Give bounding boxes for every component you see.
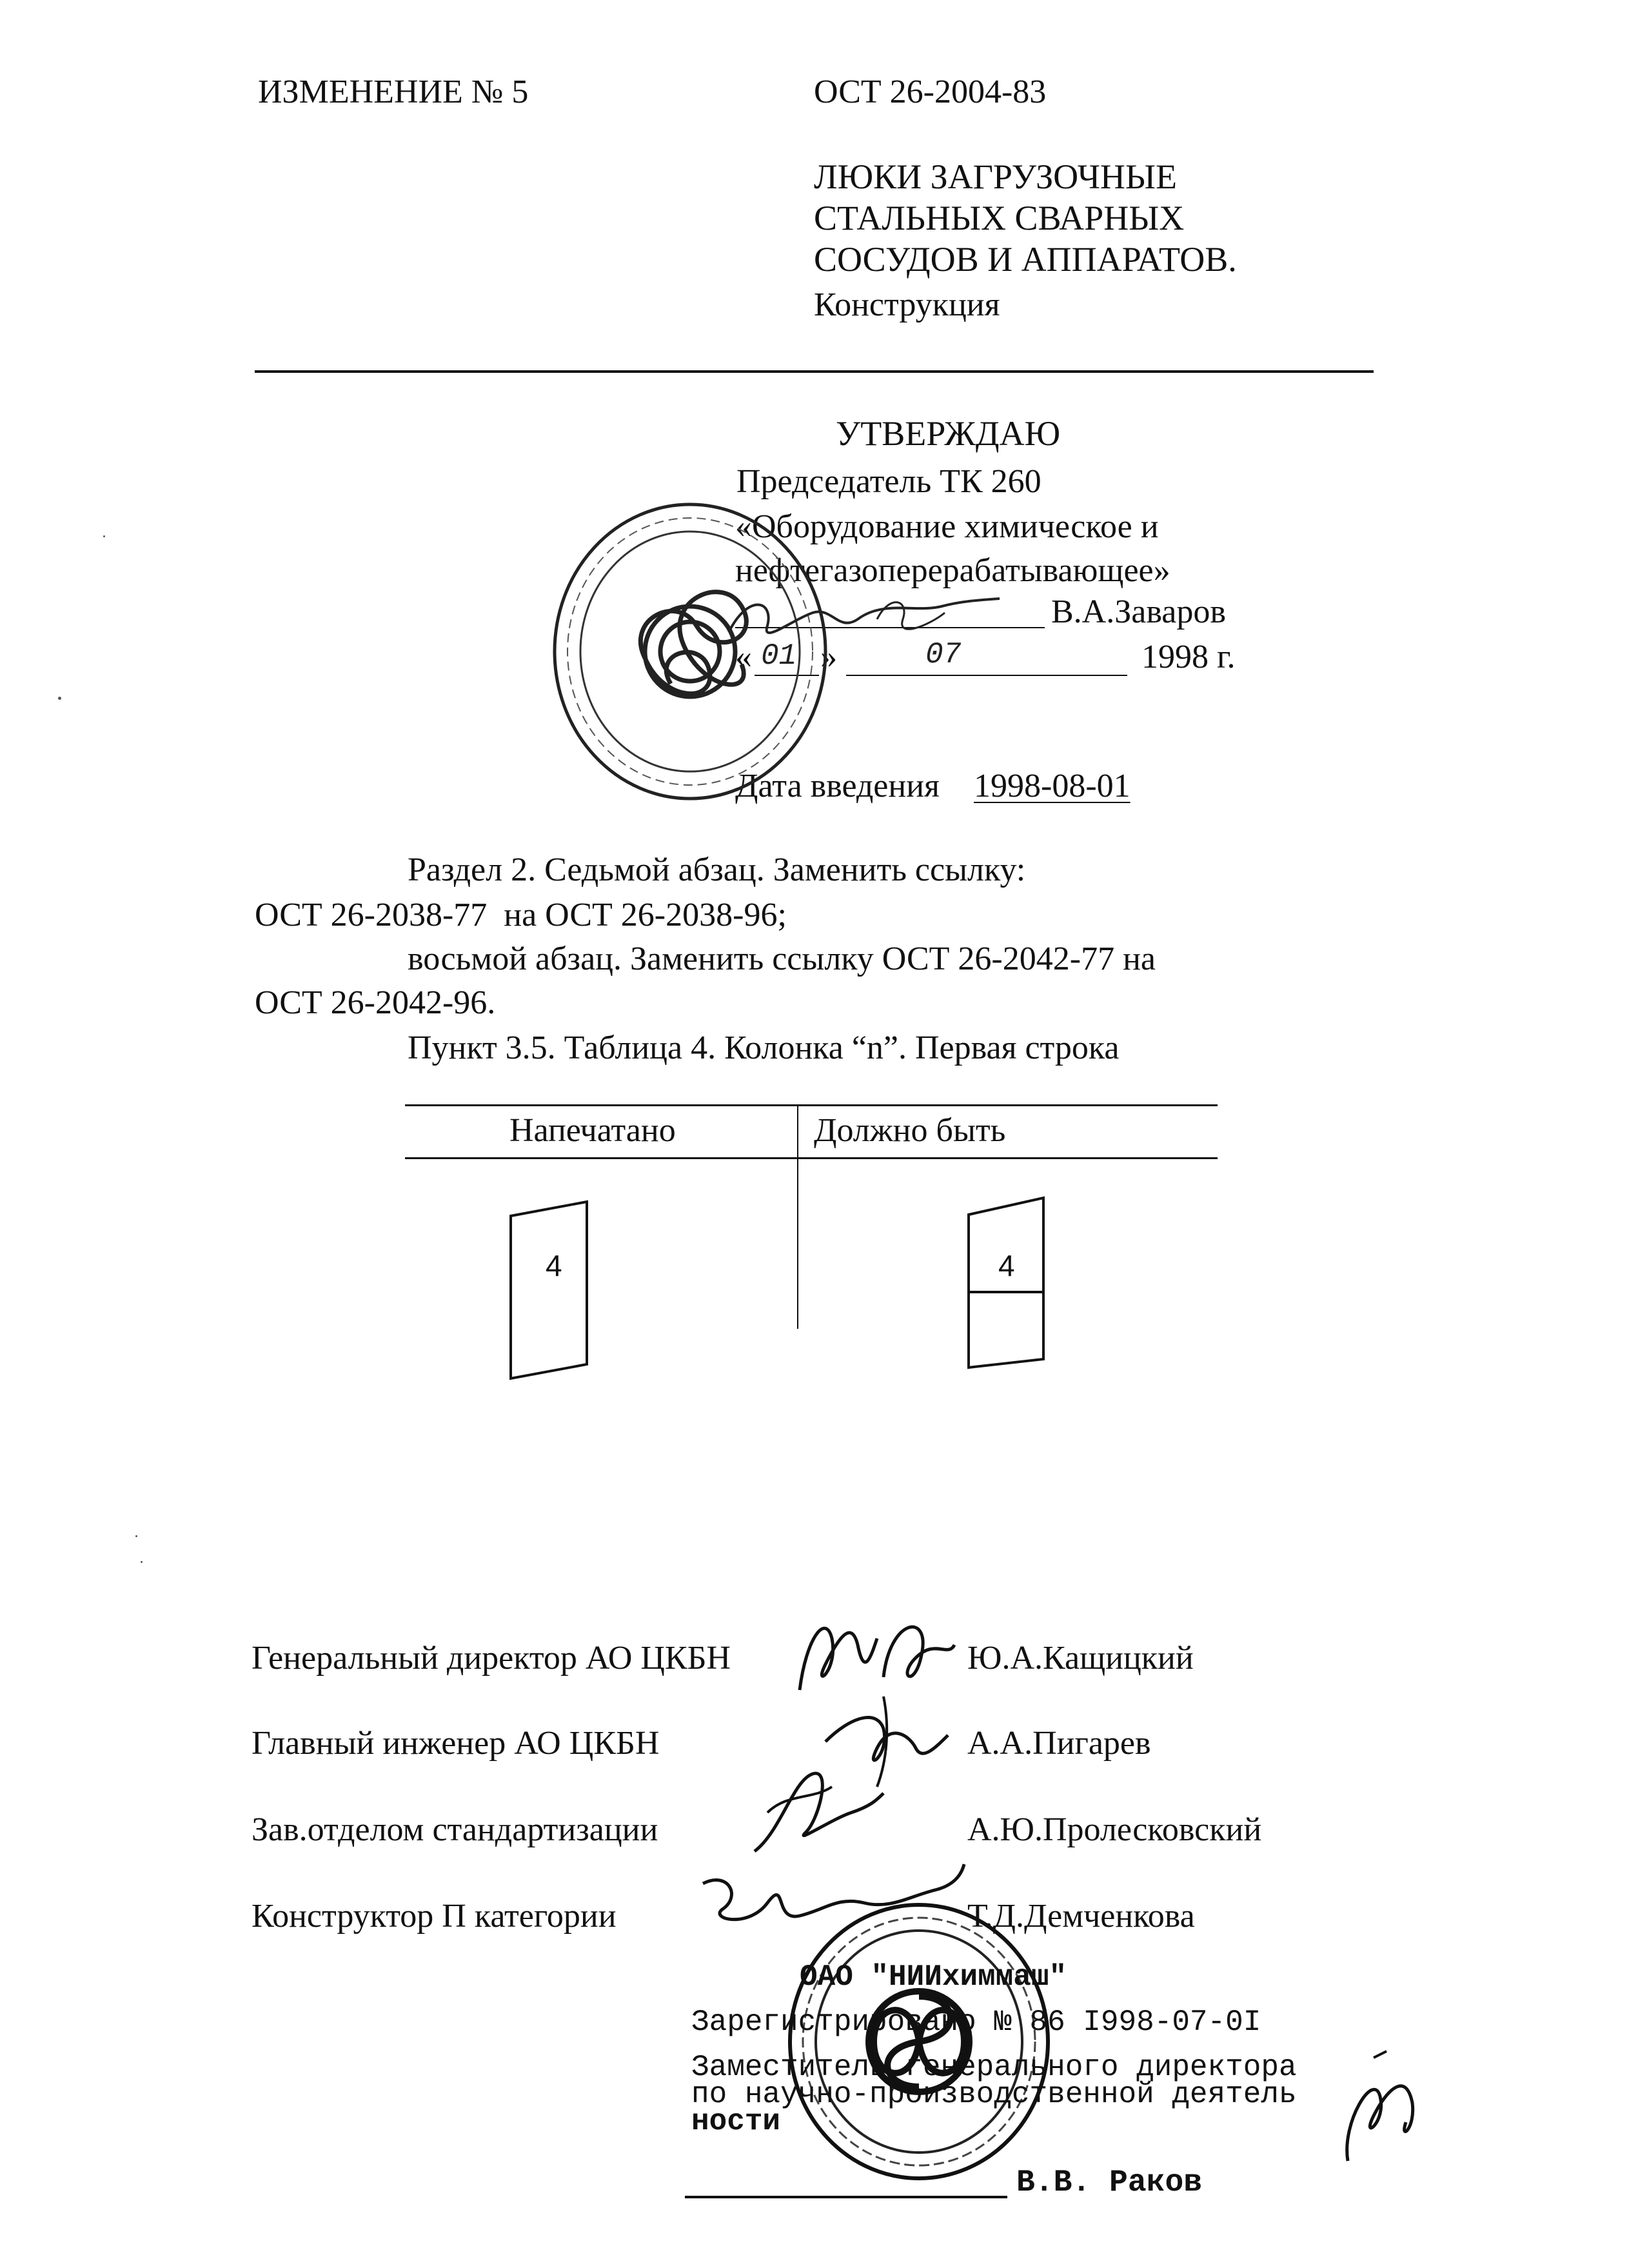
document-title-line-1: ЛЮКИ ЗАГРУЗОЧНЫЕ — [814, 157, 1177, 196]
deputy-line-1: Заместитель генерального директора — [691, 2051, 1297, 2084]
change-paragraph-5: Пункт 3.5. Таблица 4. Колонка “n”. Первая строка — [408, 1030, 1120, 1066]
deputy-line-2: по научно-производственной деятель — [691, 2078, 1297, 2111]
approval-line-1: Председатель ТК 260 — [736, 463, 1042, 500]
approver-name: В.А.Заваров — [1051, 593, 1226, 630]
signature-role-4: Конструктор П категории — [252, 1898, 617, 1935]
document-title-line-2: СТАЛЬНЫХ СВАРНЫХ — [814, 199, 1185, 237]
document-subtitle: Конструкция — [814, 286, 1000, 323]
should-be-value: 4 — [998, 1249, 1015, 1282]
deputy-signature — [1335, 2045, 1425, 2174]
signature-name-2: А.А.Пигарев — [967, 1725, 1151, 1762]
table-header-should-be: Должно быть — [814, 1112, 1006, 1149]
printed-value: 4 — [546, 1249, 562, 1282]
signature-name-1: Ю.А.Кащицкий — [967, 1640, 1194, 1676]
registration-organization: ОАО "НИИхиммаш" — [800, 1960, 1067, 1994]
change-paragraph-3: восьмой абзац. Заменить ссылку ОСТ 26-2042-77 на — [408, 940, 1156, 977]
approval-heading: УТВЕРЖДАЮ — [836, 414, 1061, 453]
signature-name-3: А.Ю.Пролесковский — [967, 1811, 1262, 1848]
change-paragraph-4: ОСТ 26-2042-96. — [255, 984, 496, 1021]
signature-role-3: Зав.отделом стандартизации — [252, 1811, 658, 1848]
header-divider — [255, 370, 1374, 373]
signature-role-1: Генеральный директор АО ЦКБН — [252, 1640, 731, 1676]
approval-line-2: «Оборудование химическое и — [735, 508, 1159, 545]
table-column-divider — [797, 1106, 798, 1329]
approval-line-3: нефтегазоперерабатывающее» — [735, 552, 1170, 589]
registration-line: Зарегистрировано № 86 I998-07-0I — [691, 2005, 1261, 2039]
document-title-line-3: СОСУДОВ И АППАРАТОВ. — [814, 240, 1237, 279]
introduction-date: 1998-08-01 — [974, 768, 1130, 804]
signature-role-2: Главный инженер АО ЦКБН — [252, 1725, 660, 1762]
change-paragraph-1: Раздел 2. Седьмой абзац. Заменить ссылку: — [408, 851, 1026, 888]
change-paragraph-2: ОСТ 26-2038-77 на ОСТ 26-2038-96; — [255, 897, 787, 933]
table-header-rule — [405, 1157, 1218, 1159]
should-be-cell-sketch — [961, 1190, 1051, 1384]
deputy-line-3: ности — [691, 2105, 781, 2138]
approval-year: 1998 г. — [1141, 639, 1236, 675]
scan-speck — [141, 1561, 143, 1563]
signer-underline — [685, 2196, 1007, 2198]
approval-date-open-quote: « — [735, 639, 752, 675]
scan-speck — [58, 697, 61, 700]
handwritten-signature-3 — [742, 1755, 890, 1871]
registration-signer: В.В. Раков — [1016, 2165, 1203, 2200]
scan-speck — [103, 535, 105, 537]
scan-speck — [135, 1535, 137, 1537]
approval-day-handwritten: 01 — [761, 639, 797, 673]
round-stamp-lower — [784, 1900, 1054, 2183]
table-header-printed: Напечатано — [509, 1112, 676, 1149]
table-top-rule — [405, 1104, 1218, 1106]
standard-number: ОСТ 26-2004-83 — [814, 74, 1047, 110]
approval-month-underline — [846, 675, 1127, 676]
approval-date-close-quote: » — [820, 639, 837, 675]
printed-cell-sketch — [503, 1190, 593, 1384]
change-number: ИЗМЕНЕНИЕ № 5 — [258, 74, 529, 110]
signature-name-4: Т.Д.Демченкова — [967, 1898, 1195, 1935]
approver-signature — [722, 581, 1006, 658]
approval-month-handwritten: 07 — [925, 638, 962, 671]
introduction-date-label: Дата введения — [735, 768, 940, 804]
